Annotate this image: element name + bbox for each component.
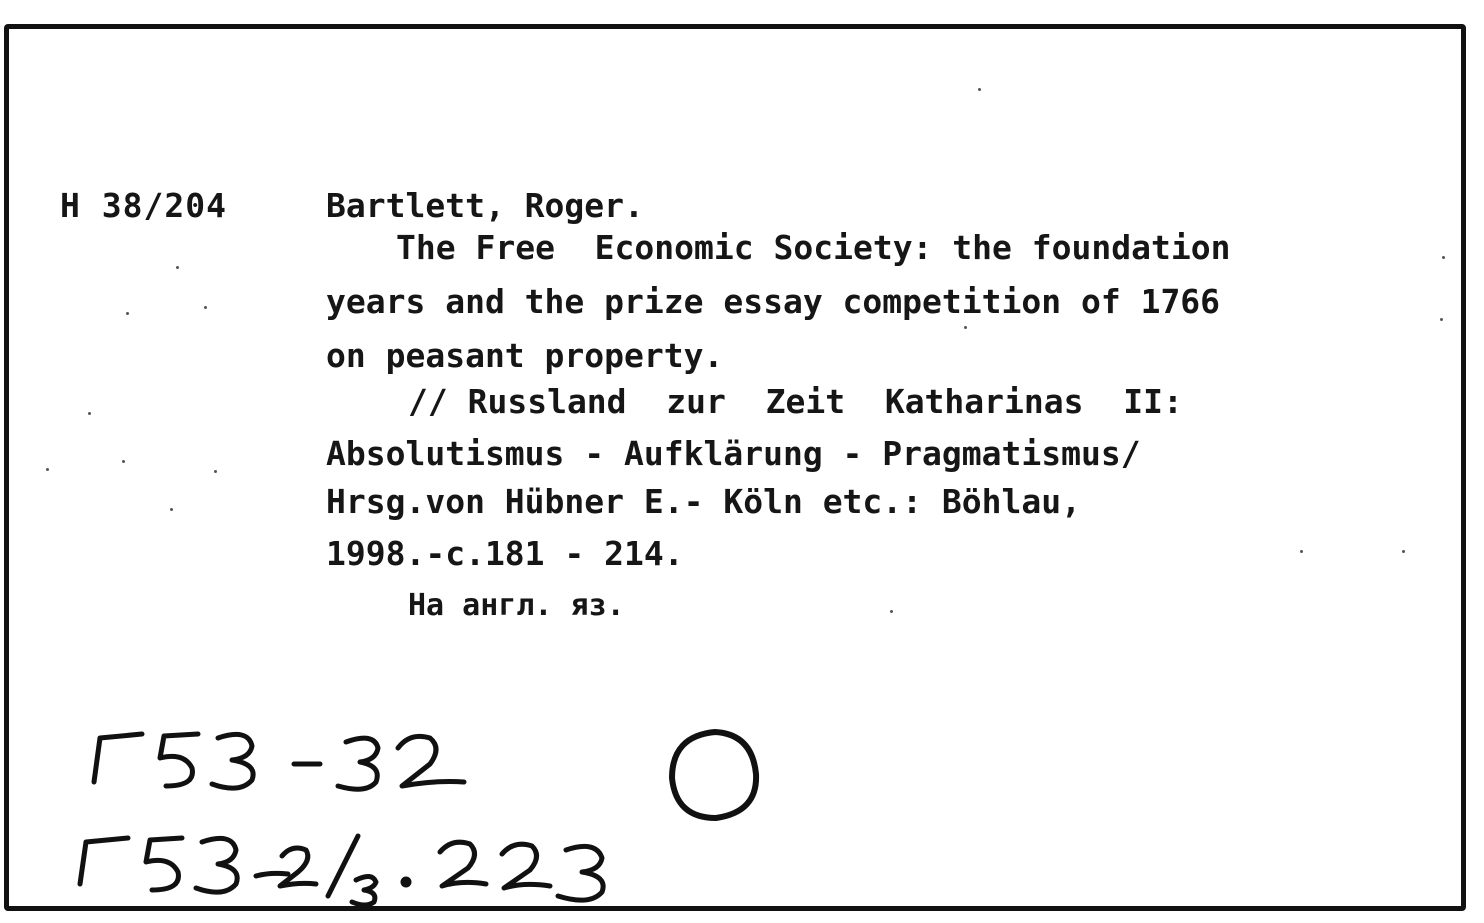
scan-speck — [46, 468, 49, 471]
call-number: H 38/204 — [60, 186, 227, 225]
scan-speck — [214, 470, 217, 473]
source-line-4: 1998.-c.181 - 214. — [326, 534, 684, 573]
scan-speck — [1402, 550, 1405, 553]
author-line: Bartlett, Roger. — [326, 186, 644, 225]
shelf-mark-2 — [66, 822, 636, 908]
scan-speck — [1300, 550, 1303, 553]
source-line-1: // Russland zur Zeit Katharinas II: — [408, 382, 1183, 421]
title-line-1: The Free Economic Society: the foundation — [396, 228, 1231, 267]
scan-speck — [964, 326, 967, 329]
drawn-circle — [660, 722, 770, 832]
source-line-2: Absolutismus - Aufklärung - Pragmatismus/ — [326, 434, 1141, 473]
scan-speck — [1440, 318, 1443, 321]
scan-speck — [890, 610, 893, 613]
scan-speck — [176, 266, 179, 269]
source-line-3: Hrsg.von Hübner E.- Köln etc.: Böhlau, — [326, 482, 1081, 521]
scan-speck — [978, 88, 981, 91]
shelf-mark-1 — [80, 720, 480, 800]
scan-speck — [1442, 256, 1445, 259]
language-note: На англ. яз. — [408, 588, 625, 623]
scan-speck — [88, 412, 91, 415]
title-line-3: on peasant property. — [326, 336, 724, 375]
scan-speck — [126, 312, 129, 315]
scan-speck — [204, 306, 207, 309]
title-line-2: years and the prize essay competition of 1766 — [326, 282, 1221, 321]
scan-speck — [170, 508, 173, 511]
scan-speck — [122, 460, 125, 463]
